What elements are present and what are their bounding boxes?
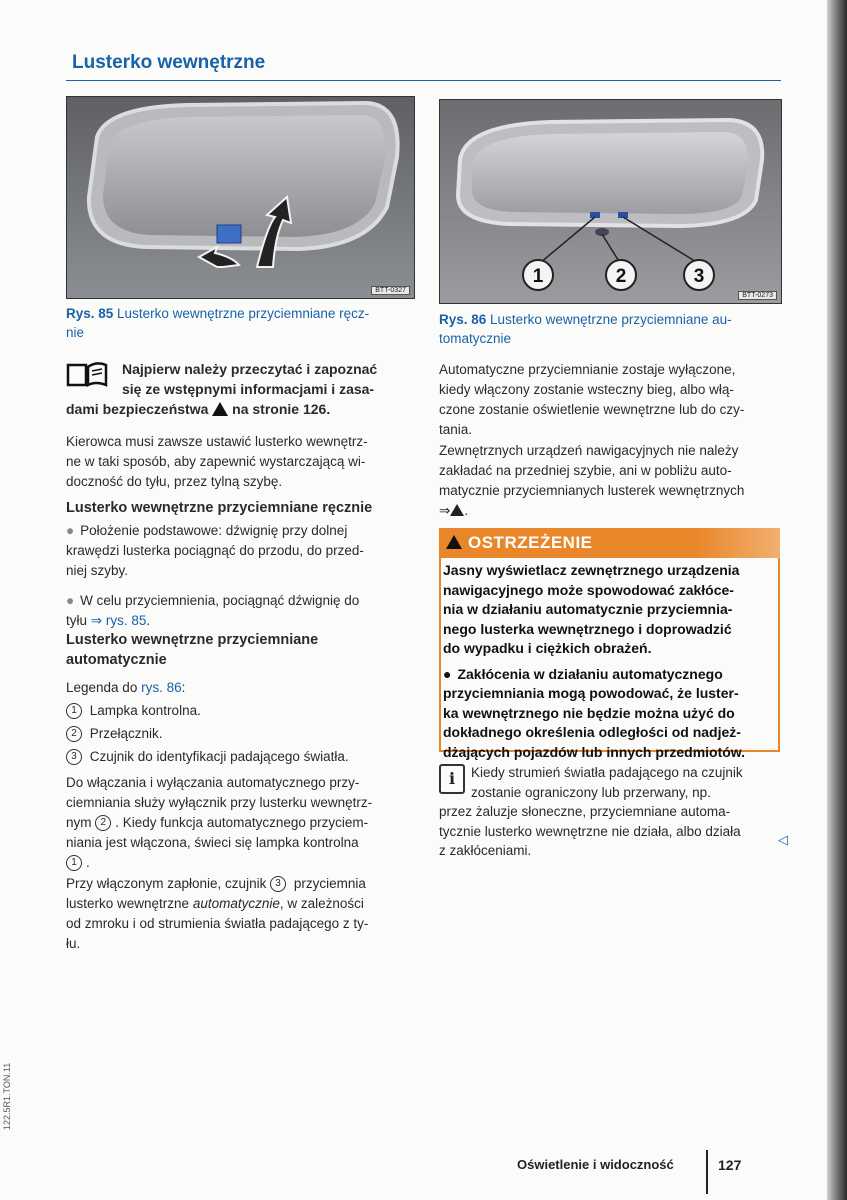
text-line [66,813,406,833]
text-line: matycznie przyciemnianych lusterek wewnętrznych [439,483,745,498]
notice-line-3 [66,399,406,419]
figure-85-caption [66,304,406,342]
caption-text-cont: tomatycznie [439,331,512,346]
figure-86-image [439,99,782,304]
text-line: niej szyby. [66,563,129,578]
text-fragment: tyłu [66,613,91,628]
text-line [439,501,784,521]
text-line: ciemniania służy wyłącznik przy lusterku wewnętrz- [66,795,373,810]
text-line [66,874,406,894]
info-note [439,763,784,861]
bullet-2 [66,591,406,611]
legend-text: Przełącznik. [89,726,163,741]
text-line: Zewnętrznych urządzeń nawigacyjnych nie należy [439,443,739,458]
text-line: tycznie lusterko wewnętrzne nie działa, albo działa [439,823,741,839]
text-line: doczność do tyłu, przez tylną szybę. [66,474,283,489]
callout-number: 1 [66,855,82,871]
legend-text: Lampka kontrolna. [89,703,201,718]
warning-text [443,561,777,762]
text-line: Automatyczne przyciemnianie zostaje wyłączone, [439,362,736,377]
callout-number: 3 [66,749,82,765]
bullet-dot: ● [66,523,75,538]
legend-item-3 [66,745,406,768]
heading-manual-dimming: Lusterko wewnętrzne przyciemniane ręcznie [66,500,373,516]
heading-line: automatycznie [66,652,167,668]
bullet-dot: ● [443,665,452,682]
notice-text: dami bezpieczeństwa [66,401,213,417]
paragraph-sensor [66,874,406,954]
paragraph-switch [66,773,406,873]
text-line: do wypadku i ciężkich obrażeń. [443,640,652,656]
caption-text: Lusterko wewnętrzne przyciemniane au- [486,312,732,327]
legend-text: Czujnik do identyfikacji padającego światła. [89,749,349,764]
text-line: łu. [66,936,81,951]
figure-code: BTT-0273 [738,291,777,300]
notice-page-ref: na stronie 126. [228,401,331,417]
warning-triangle-icon [212,402,228,416]
callout-number: 3 [270,876,286,892]
legend-intro [66,676,406,699]
text-line: kiedy włączony zostanie wsteczny bieg, albo włą- [439,382,734,397]
text-line: przyciemniania mogą powodować, że luster- [443,685,739,701]
notice-line-2: się ze wstępnymi informacjami i zasa- [122,381,375,397]
text-fragment: Legenda do [66,680,142,695]
figure-code: BTT-0327 [371,286,410,295]
bullet-dot: ● [66,593,75,608]
text-line [66,611,406,631]
legend [66,676,406,768]
footer-section-title: Oświetlenie i widoczność [517,1157,674,1172]
page-number: 127 [718,1157,742,1173]
text-fragment: . [146,613,151,628]
warning-title: OSTRZEŻENIE [468,533,593,552]
text-emphasis: automatycznie [192,896,280,911]
text-line [66,853,406,873]
text-fragment: , w zależności [279,896,364,911]
text-line: nia w działaniu automatycznie przyciemnia- [443,601,733,617]
text-line: tania. [439,422,473,437]
bullet-text: Zakłócenia w działaniu automatycznego [457,665,723,682]
text-line: niania jest włączona, świeci się lampka kontrolna [66,835,359,850]
figure-86-caption [439,310,779,348]
info-icon: i [439,764,465,794]
legend-item-1 [66,699,406,722]
text-fragment: . [464,503,469,518]
bullet-list-manual [66,521,406,631]
page-binding-shadow [827,0,847,1200]
caption-text-cont: nie [66,325,85,340]
bullet-text: Położenie podstawowe: dźwignię przy dolnej [80,523,348,538]
figure-85-image [66,96,415,299]
text-fragment: ⇒ [439,503,451,518]
callout-number: 1 [66,703,82,719]
text-line: nawigacyjnego może spowodować zakłóce- [443,581,734,598]
legend-item-2 [66,722,406,745]
heading-line: Lusterko wewnętrzne przyciemniane [66,632,319,648]
side-code-text: 122.5R1.TON.11 [2,1062,12,1130]
text-line: Do włączania i wyłączania automatycznego przy- [66,775,360,790]
text-line: ka wewnętrznego nie będzie można użyć do [443,704,735,721]
bullet-1 [66,521,406,541]
text-line: Kierowca musi zawsze ustawić lusterko wewnętrz- [66,434,368,449]
text-fragment: . [86,855,90,870]
callout-number: 2 [66,726,82,742]
text-line: ne w taki sposób, aby zapewnić wystarczającą wi- [66,454,366,469]
text-fragment: lusterko wewnętrzne [66,896,193,911]
warning-bullet [443,665,777,685]
callout-1: 1 [532,266,544,287]
caption-label: Rys. 85 [66,306,114,321]
figure-85-link[interactable]: ⇒ rys. 85 [90,613,147,628]
callout-number: 2 [95,815,111,831]
text-line: zakładać na przedniej szybie, ani w pobliżu auto- [439,463,732,478]
paragraph-driver [66,432,406,492]
text-line: od zmroku i od strumienia światła padającego z ty- [66,916,369,931]
text-line: zostanie ograniczony lub przerwany, np. [471,784,711,800]
side-code [2,1030,22,1150]
text-fragment: przyciemnia [290,876,366,891]
text-fragment: Przy włączonym zapłonie, czujnik [66,876,271,891]
section-end-icon: ◁ [778,832,788,847]
paragraph-reverse-gear [439,360,784,440]
text-line [66,894,406,914]
bullet-text: W celu przyciemnienia, pociągnąć dźwignię do [80,593,360,608]
caption-label: Rys. 86 [439,312,487,327]
footer-divider [706,1150,708,1194]
safety-notice [66,359,406,419]
page-title: Lusterko wewnętrzne [72,52,266,73]
text-fragment: . Kiedy funkcja automatycznego przyciem- [115,815,369,830]
text-line: przez żaluzje słoneczne, przyciemniane automa- [439,804,731,819]
title-rule [66,80,781,81]
text-fragment: : [181,680,186,695]
warning-triangle-icon [446,535,462,549]
heading-auto-dimming [66,630,411,670]
text-line: dokładnego określenia odległości od nadjeż- [443,724,741,740]
text-fragment: nym [66,815,96,830]
text-line: Jasny wyświetlacz zewnętrznego urządzenia [443,562,740,578]
text-line: dżających pojazdów lub innych przedmiotów. [443,743,746,760]
caption-text: Lusterko wewnętrzne przyciemniane ręcz- [113,306,370,321]
warning-triangle-icon [450,504,464,516]
text-line: z zakłóceniami. [439,843,532,858]
paragraph-navigation [439,441,784,521]
text-line: czone zostanie oświetlenie wewnętrzne lub do czy- [439,402,745,417]
notice-line-1: Najpierw należy przeczytać i zapoznać [122,361,378,377]
figure-86-link[interactable]: rys. 86 [141,680,182,695]
text-line: Kiedy strumień światła padającego na czujnik [471,765,743,780]
text-line: nego lusterka wewnętrznego i doprowadzić [443,620,732,637]
callout-3: 3 [693,266,705,287]
text-line: krawędzi lusterka pociągnąć do przodu, do przed- [66,543,364,558]
callout-2: 2 [615,266,627,287]
